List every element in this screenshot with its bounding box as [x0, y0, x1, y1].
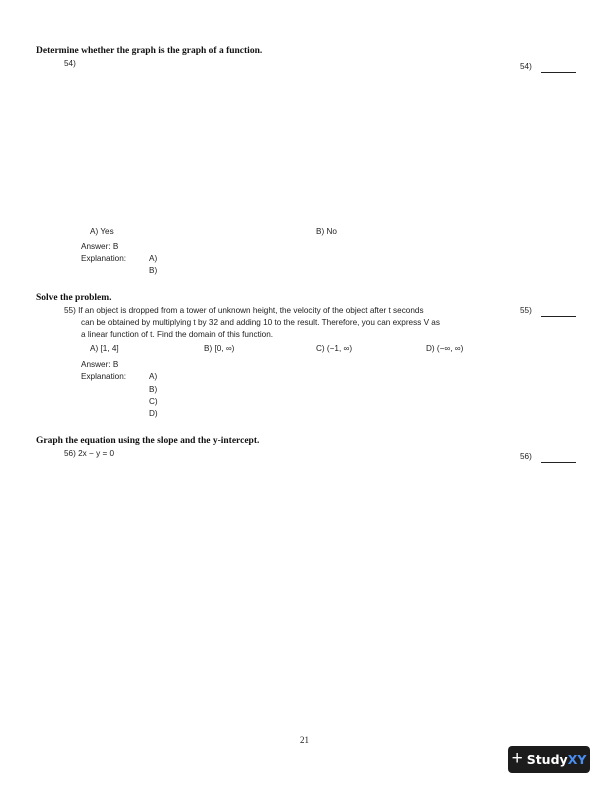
question-54-number: 54): [64, 59, 76, 68]
question-55-line-2: can be obtained by multiplying t by 32 and adding 10 to the result. Therefore, you can express V as: [81, 318, 440, 327]
question-55-line-1: 55) If an object is dropped from a tower of unknown height, the velocity of the object after t seconds: [64, 306, 424, 315]
question-55-explanation-b: B): [149, 385, 158, 394]
section-heading-graph-equation: Graph the equation using the slope and the y-intercept.: [36, 436, 260, 446]
studyxy-logo-text: [527, 751, 587, 769]
question-56-right-number: 56): [520, 452, 532, 461]
question-54-option-a: A) Yes: [90, 227, 114, 236]
question-54-explanation-a: A): [149, 254, 158, 263]
logo-xy: XY: [567, 751, 587, 767]
question-55-explanation-c: C): [149, 397, 158, 406]
question-55-explanation-a: A): [149, 372, 158, 381]
question-55-answer: Answer: B: [81, 360, 119, 369]
logo-study: Study: [526, 751, 568, 767]
question-54-explanation-label: Explanation:: [81, 254, 127, 263]
answer-blank-55[interactable]: [541, 316, 576, 317]
plus-icon: +: [511, 748, 523, 769]
section-heading-solve: Solve the problem.: [36, 293, 112, 303]
studyxy-badge[interactable]: [508, 746, 590, 773]
answer-blank-56[interactable]: [541, 462, 576, 463]
question-54-explanation-b: B): [149, 266, 158, 275]
question-55-line-3: a linear function of t. Find the domain of this function.: [81, 330, 274, 339]
question-55-explanation-label: Explanation:: [81, 372, 127, 381]
question-56-text: 56) 2x − y = 0: [64, 449, 115, 458]
question-55-option-a: A) [1, 4]: [90, 344, 119, 353]
question-54-right-number: 54): [520, 62, 532, 71]
question-55-option-d: D) (−∞, ∞): [426, 344, 464, 353]
question-55-right-number: 55): [520, 306, 532, 315]
question-54-option-b: B) No: [316, 227, 337, 236]
question-55-explanation-d: D): [149, 409, 158, 418]
section-heading-function-test: Determine whether the graph is the graph of a function.: [36, 46, 263, 56]
question-55-option-b: B) [0, ∞): [204, 344, 235, 353]
question-55-option-c: C) (−1, ∞): [316, 344, 353, 353]
answer-blank-54[interactable]: [541, 72, 576, 73]
page-number: 21: [300, 735, 309, 745]
question-54-answer: Answer: B: [81, 242, 119, 251]
